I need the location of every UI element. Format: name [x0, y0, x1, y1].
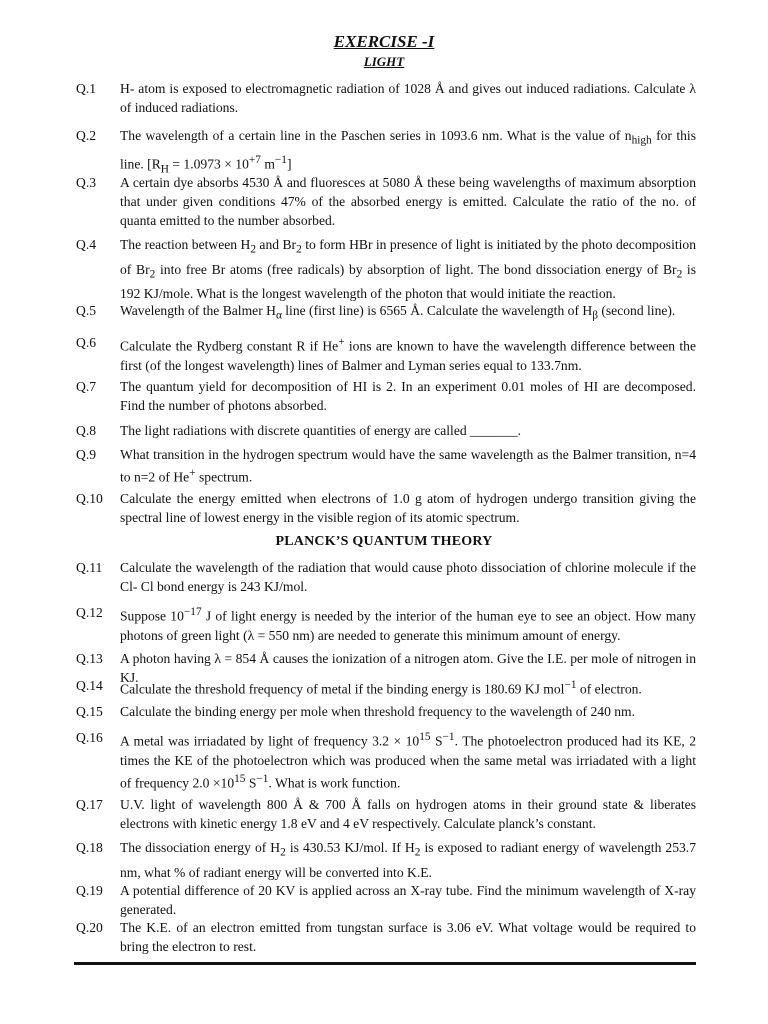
question-number: Q.9: [76, 447, 97, 462]
question-number: Q.5: [76, 303, 97, 318]
question-number: Q.4: [76, 237, 97, 252]
question-text: The K.E. of an electron emitted from tungstan surface is 3.06 eV. What voltage would be required to bring the electron to rest.: [120, 920, 696, 954]
question-text: The wavelength of a certain line in the Paschen series in 1093.6 nm. What is the value of $n_{high}$ for this line. [$R_H = 1.0973 \times 10^{+7}$ $m^{-1}$]: [120, 128, 696, 175]
question-text: What transition in the hydrogen spectrum would have the same wavelength as the Balmer transition, n=4 to n=2 of He+ spectrum.: [120, 447, 696, 485]
question-number: Q.10: [76, 491, 103, 506]
question-text: H- atom is exposed to electromagnetic radiation of 1028 Å and gives out induced radiations. Calculate λ of induced radiations.: [120, 81, 696, 115]
question-text: Calculate the binding energy per mole when threshold frequency to the wavelength of 240 nm.: [120, 704, 636, 719]
question-number: Q.2: [76, 128, 97, 143]
question-text: U.V. light of wavelength 800 Å & 700 Å falls on hydrogen atoms in their ground state & liberates electrons with kinetic energy 1.8 eV and 4 eV respectively. Calculate planck’s constant.: [120, 797, 696, 831]
question-number: Q.14: [76, 678, 103, 693]
question-text: Calculate the wavelength of the radiation that would cause photo dissociation of chlorine molecule if the Cl- Cl bond energy is 243 KJ/mol.: [120, 560, 696, 594]
question-text: A metal was irriadated by light of frequency $3.2 \times 10^{15}$ $S^{-1}$. The photoelectron produced had its KE, 2 times the KE of the photoelectron which was produced when the same metal was irriadated with a light of frequency $2.0 \times 10^{15}$ $S^{-1}$. What is work function.: [120, 731, 697, 791]
question-number: Q.20: [76, 920, 103, 935]
question-number: Q.16: [76, 730, 103, 745]
question-number: Q.17: [76, 797, 103, 812]
question-number: Q.12: [76, 605, 103, 620]
question-text: Suppose $10^{-17}$ J of light energy is needed by the interior of the human eye to see an object. How many photons of green light (λ = 550 nm) are needed to generate this minimum amount of energy.: [120, 606, 696, 643]
question-number: Q.13: [76, 651, 103, 666]
question-text: Calculate the energy emitted when electrons of 1.0 g atom of hydrogen undergo transition giving the spectral line of lowest energy in the visible region of its atomic spectrum.: [120, 491, 696, 525]
question-number: Q.3: [76, 175, 97, 190]
question-number: Q.8: [76, 423, 97, 438]
bottom-divider: [74, 962, 696, 965]
question-number: Q.6: [76, 335, 97, 350]
question-text: Calculate the Rydberg constant R if He+ ions are known to have the wavelength difference between the first (of the longest wavelength) lines of Balmer and Lyman series equal to 133.7nm.: [120, 336, 696, 373]
question-number: Q.18: [76, 840, 103, 855]
section-heading: PLANCK’S QUANTUM THEORY: [275, 534, 493, 549]
question-text: A photon having λ = 854 Å causes the ionization of a nitrogen atom. Give the I.E. per mole of nitrogen in KJ.: [120, 651, 696, 685]
question-number: Q.1: [76, 81, 97, 96]
question-number: Q.19: [76, 883, 103, 898]
question-text: The quantum yield for decomposition of HI is 2. In an experiment 0.01 moles of HI are decomposed. Find the number of photons absorbed.: [120, 379, 696, 413]
page-title: EXERCISE -I: [333, 32, 435, 51]
question-text: The light radiations with discrete quantities of energy are called _______.: [120, 423, 522, 438]
question-number: Q.7: [76, 379, 97, 394]
question-text: A potential difference of 20 KV is applied across an X-ray tube. Find the minimum wavelength of X-ray generated.: [120, 883, 696, 917]
question-text: A certain dye absorbs 4530 Å and fluoresces at 5080 Å these being wavelengths of maximum absorption that under given conditions 47% of the absorbed energy is emitted. Calculate the ratio of the no. of quanta emitted to the number absorbed.: [120, 175, 696, 228]
question-text: The dissociation energy of $H_2$ is 430.53 KJ/mol. If $H_2$ is exposed to radiant energy of wavelength 253.7 nm, what % of radiant energy will be converted into K.E.: [120, 840, 696, 880]
question-text: Wavelength of the Balmer $H_\alpha$ line (first line) is 6565 Å. Calculate the wavelength of $H_\beta$ (second line).: [120, 303, 676, 322]
question-number: Q.11: [76, 560, 103, 575]
question-number: Q.15: [76, 704, 103, 719]
question-text: Calculate the threshold frequency of metal if the binding energy is 180.69 KJ mol$^{-1}$ of electron.: [120, 679, 642, 697]
question-text: The reaction between $H_2$ and $Br_2$ to form HBr in presence of light is initiated by the photo decomposition of $Br_2$ into free Br atoms (free radicals) by absorption of light. The bond dissociation energy of $Br_2$ is 192 KJ/mole. What is the longest wavelength of the photon that would initiate the reaction.: [120, 237, 697, 302]
page-subtitle: LIGHT: [363, 54, 405, 69]
